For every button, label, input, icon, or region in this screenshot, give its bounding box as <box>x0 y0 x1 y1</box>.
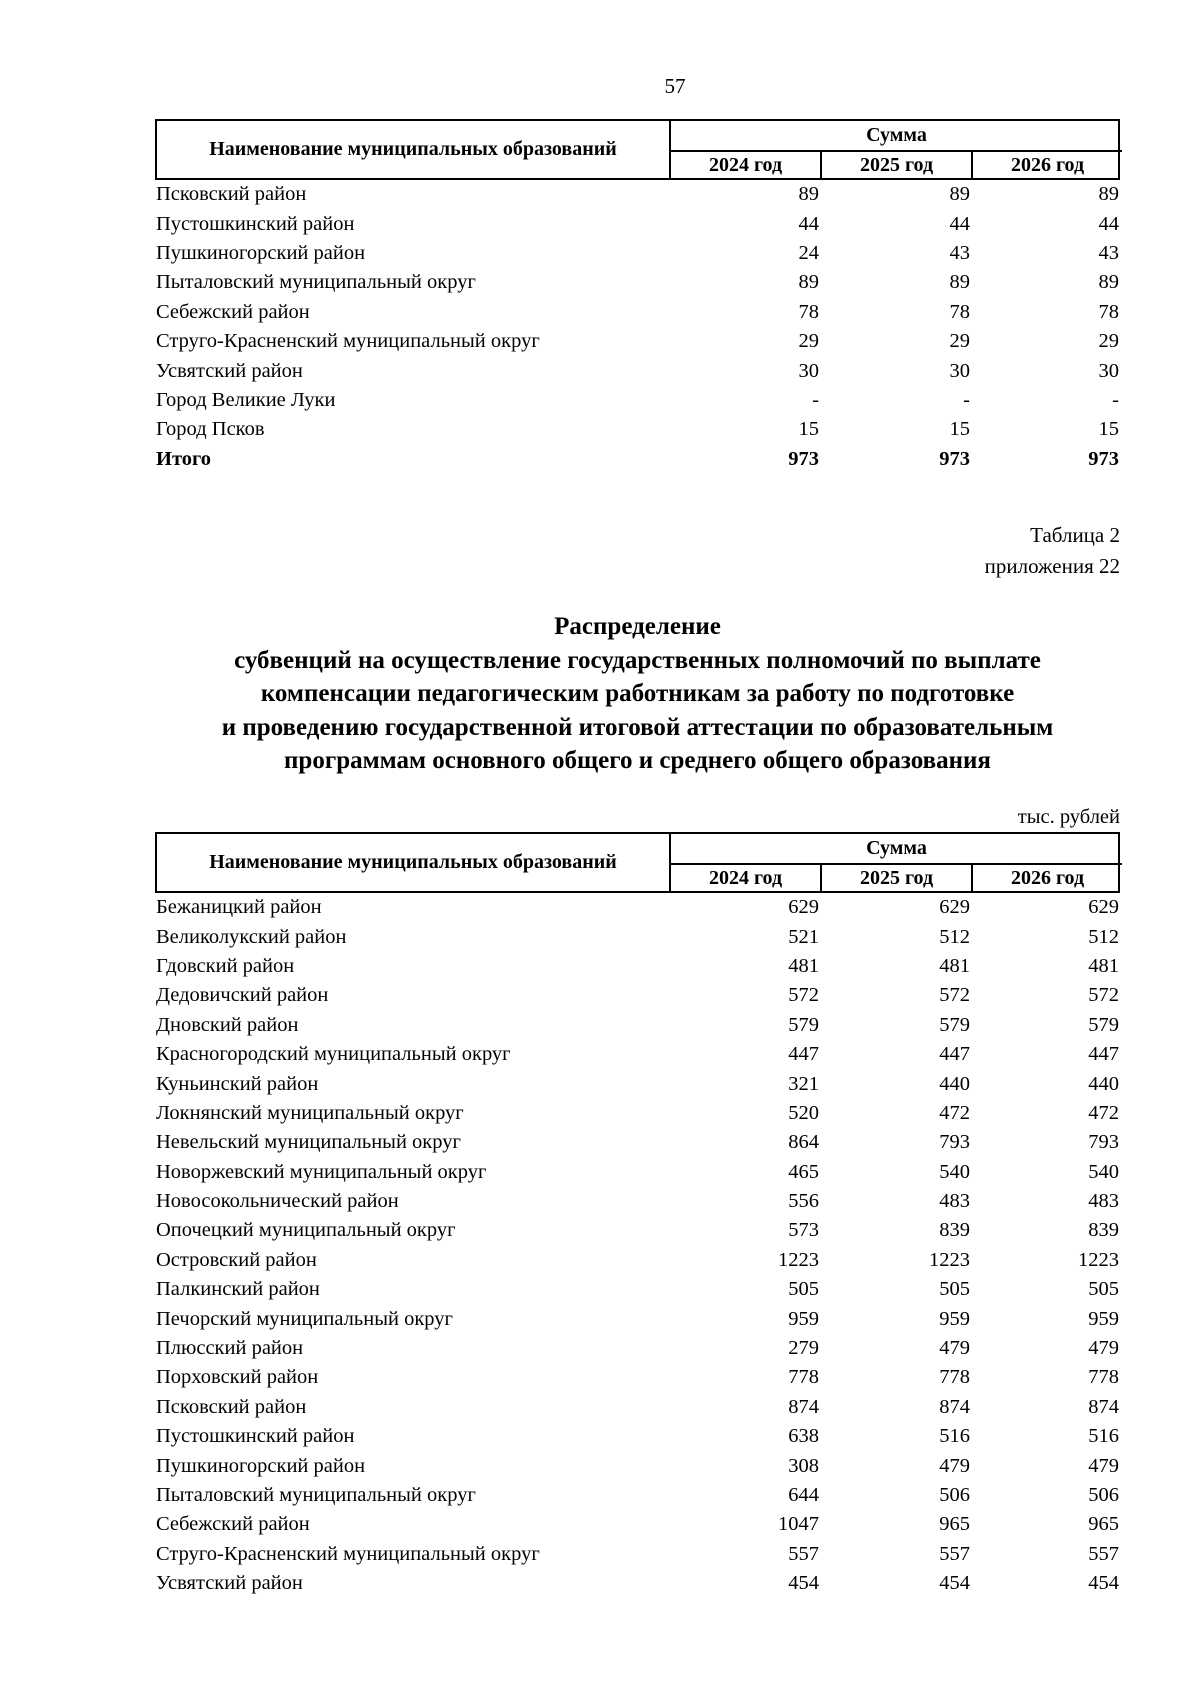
cell-2025: 30 <box>949 359 970 382</box>
cell-2024: 30 <box>798 359 819 382</box>
table-row <box>155 356 1120 385</box>
column-header-name: Наименование муниципальных образований <box>157 834 671 891</box>
title-line-4: и проведению государственной итоговой аттестации по образовательным <box>221 713 1054 741</box>
cell-2024: 556 <box>788 1190 819 1213</box>
cell-2024: 644 <box>788 1484 819 1506</box>
cell-2026: 481 <box>1088 954 1119 977</box>
cell-2025: 479 <box>939 1337 970 1360</box>
cell-2024: 505 <box>788 1278 819 1301</box>
cell-2024: 15 <box>798 418 819 441</box>
title-line-5: программам основного общего и среднего общего образования <box>284 747 991 774</box>
row-name: Струго-Красненский муниципальный округ <box>156 330 540 353</box>
cell-2025: 506 <box>939 1484 970 1506</box>
cell-2026: 479 <box>1088 1454 1119 1477</box>
cell-2025: 29 <box>949 330 970 353</box>
cell-2024: 308 <box>788 1454 819 1477</box>
row-name: Псковский район <box>156 183 307 206</box>
title-line-3: компенсации педагогическим работникам за работу по подготовке <box>260 680 1015 707</box>
row-name: Печорский муниципальный округ <box>156 1307 453 1330</box>
table-row <box>155 1069 1120 1098</box>
cell-2025: 557 <box>939 1542 970 1565</box>
title-line-2: субвенций на осуществление государственных полномочий по выплате <box>234 646 1041 674</box>
cell-2024: 454 <box>788 1572 819 1595</box>
cell-2026: 540 <box>1088 1160 1119 1183</box>
row-name: Порховский район <box>156 1366 319 1389</box>
cell-2025: 516 <box>939 1425 970 1448</box>
cell-2024: 481 <box>788 954 819 977</box>
cell-2024: 959 <box>788 1307 819 1330</box>
row-name: Город Псков <box>156 418 265 441</box>
row-name: Пыталовский муниципальный округ <box>156 1484 476 1506</box>
cell-2026: 454 <box>1088 1572 1119 1595</box>
table-2-body <box>155 893 1120 1598</box>
cell-2026: 43 <box>1098 241 1119 264</box>
table-row <box>155 1011 1120 1040</box>
cell-2025: 447 <box>939 1043 970 1066</box>
cell-2026: 839 <box>1088 1219 1119 1242</box>
cell-2025: 579 <box>939 1013 970 1036</box>
row-name: Себежский район <box>156 1513 310 1536</box>
cell-2026: 472 <box>1088 1101 1119 1124</box>
cell-2025: 1223 <box>929 1248 970 1271</box>
table-row <box>155 1158 1120 1187</box>
units-label: тыс. рублей <box>1017 806 1120 828</box>
table-row <box>155 981 1120 1010</box>
table-1-body <box>155 180 1120 445</box>
row-name: Палкинский район <box>156 1278 320 1301</box>
row-name: Великолукский район <box>156 925 347 948</box>
cell-2026: 479 <box>1088 1337 1119 1360</box>
cell-2024: 973 <box>788 447 819 470</box>
column-header-sum: Сумма <box>671 121 1122 152</box>
cell-2025: 959 <box>939 1307 970 1330</box>
row-name: Струго-Красненский муниципальный округ <box>156 1542 540 1565</box>
cell-2025: 472 <box>939 1101 970 1124</box>
row-name: Пыталовский муниципальный округ <box>156 271 476 294</box>
table-number: Таблица 2 <box>1030 523 1120 547</box>
cell-2026: 440 <box>1088 1072 1119 1095</box>
cell-2026: 959 <box>1088 1307 1119 1330</box>
table-row <box>155 893 1120 922</box>
table-row <box>155 1099 1120 1128</box>
table-1-header <box>155 119 1120 180</box>
cell-2024: 864 <box>788 1131 819 1154</box>
cell-2025: 629 <box>939 896 970 919</box>
column-header-2024: 2024 год <box>671 865 822 891</box>
cell-2025: 793 <box>939 1131 970 1154</box>
cell-2025: 505 <box>939 1278 970 1301</box>
table-row <box>155 1363 1120 1392</box>
column-header-2026: 2026 год <box>1010 153 1085 176</box>
cell-2025: 778 <box>939 1366 970 1389</box>
cell-2024: 44 <box>798 212 819 235</box>
table-row <box>155 1128 1120 1157</box>
row-name: Пушкиногорский район <box>156 1454 366 1477</box>
table-2-label <box>985 520 1120 582</box>
table-row <box>155 1246 1120 1275</box>
cell-2024: 520 <box>788 1101 819 1124</box>
column-header-name: Наименование муниципальных образований <box>157 121 671 178</box>
cell-2025: 479 <box>939 1454 970 1477</box>
cell-2026: 557 <box>1088 1542 1119 1565</box>
page-number: 57 <box>664 74 686 98</box>
cell-2024: 557 <box>788 1542 819 1565</box>
cell-2026: 506 <box>1088 1484 1119 1506</box>
cell-2026: 505 <box>1088 1278 1119 1301</box>
cell-2024: 279 <box>788 1337 819 1360</box>
cell-2026: 89 <box>1098 183 1119 206</box>
cell-2025: 973 <box>939 447 970 470</box>
cell-2024: 447 <box>788 1043 819 1066</box>
cell-2025: 454 <box>939 1572 970 1595</box>
title-line-1: Распределение <box>554 613 721 640</box>
cell-2026: 965 <box>1088 1513 1119 1536</box>
cell-2024: 465 <box>788 1160 819 1183</box>
cell-2026: 793 <box>1088 1131 1119 1154</box>
table-row <box>155 1334 1120 1363</box>
appendix-reference: приложения 22 <box>984 554 1120 578</box>
cell-2025: 965 <box>939 1513 970 1536</box>
row-name: Красногородский муниципальный округ <box>156 1043 511 1066</box>
row-name: Островский район <box>156 1248 317 1271</box>
cell-2024: 579 <box>788 1013 819 1036</box>
table-row <box>155 268 1120 297</box>
cell-2025: 43 <box>949 241 970 264</box>
cell-2025: 483 <box>939 1190 970 1213</box>
row-name: Пушкиногорский район <box>156 241 366 264</box>
cell-2026: 874 <box>1088 1395 1119 1418</box>
table-2-header <box>155 832 1120 893</box>
cell-2024: 874 <box>788 1395 819 1418</box>
row-name: Невельский муниципальный округ <box>156 1131 461 1154</box>
table-row <box>155 922 1120 951</box>
cell-2026: 778 <box>1088 1366 1119 1389</box>
column-header-sum: Сумма <box>671 834 1122 865</box>
cell-2026: 572 <box>1088 984 1119 1007</box>
table-row <box>155 298 1120 327</box>
row-name: Дедовичский район <box>156 984 329 1007</box>
row-name: Гдовский район <box>156 954 295 977</box>
cell-2026: 579 <box>1088 1013 1119 1036</box>
row-name: Псковский район <box>156 1395 307 1418</box>
cell-2025: - <box>963 388 970 411</box>
cell-2026: 78 <box>1098 300 1119 323</box>
cell-2024: 629 <box>788 896 819 919</box>
table-row <box>155 1481 1120 1510</box>
cell-2025: 89 <box>949 271 970 294</box>
row-name: Опочецкий муниципальный округ <box>156 1219 456 1242</box>
table-row <box>155 1393 1120 1422</box>
cell-2024: - <box>812 388 819 411</box>
column-header-2026: 2026 год <box>1010 866 1085 889</box>
table-2 <box>155 832 1120 1598</box>
row-name: Итого <box>156 447 212 470</box>
cell-2024: 778 <box>788 1366 819 1389</box>
table-row <box>155 952 1120 981</box>
row-name: Новоржевский муниципальный округ <box>156 1160 487 1183</box>
cell-2025: 540 <box>939 1160 970 1183</box>
cell-2025: 44 <box>949 212 970 235</box>
table-row <box>155 1275 1120 1304</box>
row-name: Локнянский муниципальный округ <box>156 1101 464 1124</box>
row-name: Дновский район <box>156 1013 299 1036</box>
table-row <box>155 239 1120 268</box>
cell-2025: 874 <box>939 1395 970 1418</box>
table-row <box>155 1569 1120 1598</box>
cell-2026: 15 <box>1098 418 1119 441</box>
table-row <box>155 1187 1120 1216</box>
cell-2025: 481 <box>939 954 970 977</box>
cell-2024: 1223 <box>778 1248 819 1271</box>
row-name: Куньинский район <box>156 1072 319 1095</box>
table-row-total <box>155 445 1120 474</box>
cell-2024: 638 <box>788 1425 819 1448</box>
cell-2024: 29 <box>798 330 819 353</box>
table-row <box>155 1304 1120 1333</box>
row-name: Город Великие Луки <box>156 388 336 411</box>
row-name: Новосокольнический район <box>156 1190 399 1213</box>
cell-2026: 447 <box>1088 1043 1119 1066</box>
row-name: Бежаницкий район <box>156 896 322 919</box>
cell-2024: 521 <box>788 925 819 948</box>
cell-2025: 512 <box>939 925 970 948</box>
cell-2026: 629 <box>1088 896 1119 919</box>
cell-2024: 24 <box>798 241 819 264</box>
row-name: Плюсский район <box>156 1337 304 1360</box>
cell-2024: 1047 <box>778 1513 819 1536</box>
table-row <box>155 1216 1120 1245</box>
row-name: Пустошкинский район <box>156 1425 355 1448</box>
table-row <box>155 1040 1120 1069</box>
table-row <box>155 1510 1120 1539</box>
row-name: Усвятский район <box>156 359 303 382</box>
cell-2026: 89 <box>1098 271 1119 294</box>
cell-2026: 44 <box>1098 212 1119 235</box>
cell-2026: 29 <box>1098 330 1119 353</box>
table-row <box>155 209 1120 238</box>
cell-2026: 973 <box>1088 447 1119 470</box>
table-row <box>155 1451 1120 1480</box>
cell-2024: 78 <box>798 300 819 323</box>
cell-2026: - <box>1112 388 1119 411</box>
cell-2025: 839 <box>939 1219 970 1242</box>
cell-2024: 572 <box>788 984 819 1007</box>
cell-2025: 572 <box>939 984 970 1007</box>
cell-2024: 573 <box>788 1219 819 1242</box>
cell-2026: 1223 <box>1078 1248 1119 1271</box>
row-name: Усвятский район <box>156 1572 303 1595</box>
table-row <box>155 327 1120 356</box>
cell-2025: 78 <box>949 300 970 323</box>
column-header-2025: 2025 год <box>822 152 973 178</box>
table-row <box>155 415 1120 444</box>
row-name: Себежский район <box>156 300 310 323</box>
cell-2025: 15 <box>949 418 970 441</box>
cell-2025: 440 <box>939 1072 970 1095</box>
document-title <box>0 610 1200 778</box>
cell-2026: 516 <box>1088 1425 1119 1448</box>
column-header-2024: 2024 год <box>671 152 822 178</box>
cell-2026: 512 <box>1088 925 1119 948</box>
table-row <box>155 1422 1120 1451</box>
cell-2025: 89 <box>949 183 970 206</box>
table-row <box>155 1540 1120 1569</box>
cell-2024: 89 <box>798 183 819 206</box>
column-header-2025: 2025 год <box>822 865 973 891</box>
table-row <box>155 386 1120 415</box>
cell-2024: 321 <box>788 1072 819 1095</box>
table-1 <box>155 119 1120 474</box>
cell-2026: 30 <box>1098 359 1119 382</box>
row-name: Пустошкинский район <box>156 212 355 235</box>
cell-2026: 483 <box>1088 1190 1119 1213</box>
cell-2024: 89 <box>798 271 819 294</box>
table-row <box>155 180 1120 209</box>
